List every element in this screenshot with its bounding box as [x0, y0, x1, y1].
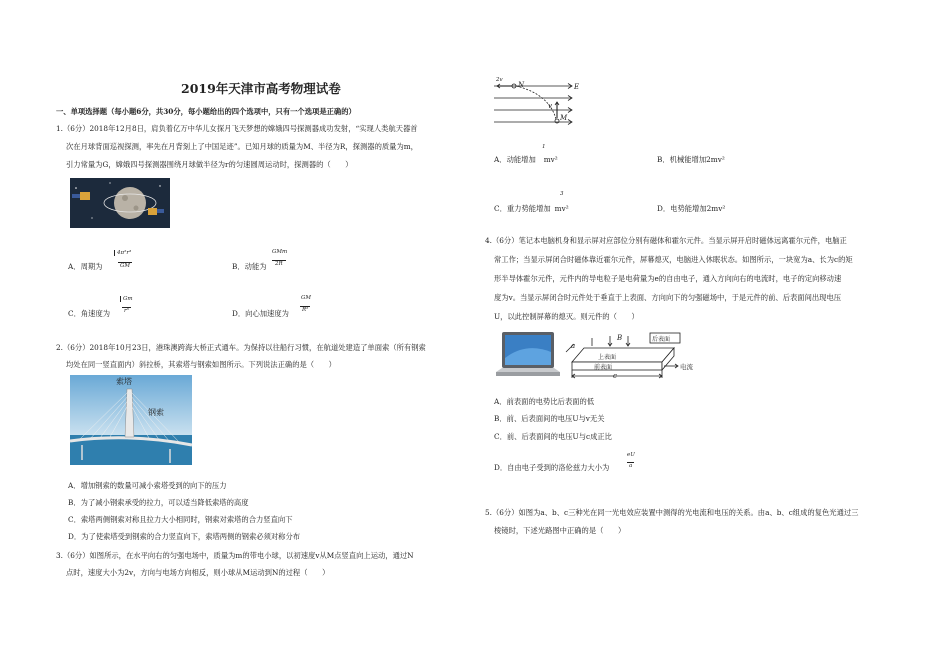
- q2-option-c[interactable]: C．索塔两侧钢索对称且拉力大小相同时，钢索对索塔的合力竖直向下: [68, 515, 293, 524]
- fig4-label-back: 后表面: [652, 336, 671, 343]
- q1-option-b-numerator: GMm: [272, 249, 288, 255]
- laptop-image: [496, 330, 566, 384]
- q1-option-c[interactable]: [68, 309, 110, 319]
- q3-option-a[interactable]: [494, 155, 558, 165]
- q4-option-d-numerator: eU: [627, 452, 635, 458]
- q4-text-line3: 形半导体霍尔元件，元件内的导电粒子是电荷量为e的自由电子，通入方向向右的电流时，电子的定向移动速: [494, 274, 842, 283]
- q1-option-d-label: D．向心加速度为: [232, 309, 289, 318]
- q3-text-line2: 点时，速度大小为2v，方向与电场方向相反，则小球从M运动到N的过程（ ）: [66, 568, 330, 577]
- q4-option-d-denominator: a: [629, 463, 633, 469]
- q4-option-d[interactable]: [494, 463, 609, 473]
- q1-option-a[interactable]: [68, 262, 102, 272]
- q3-option-c-fraction: 3: [560, 191, 564, 197]
- q3-option-c[interactable]: [494, 204, 569, 214]
- fig4-label-c: c: [613, 372, 617, 380]
- fig3-label-e: E: [574, 83, 580, 91]
- q3-option-a-label: A．动能增加: [494, 155, 536, 164]
- q1-option-b-label: B．动能为: [232, 262, 267, 271]
- bridge-photo: [70, 375, 192, 465]
- fig3-label-v: v: [548, 102, 552, 110]
- q1-option-d[interactable]: [232, 309, 289, 319]
- q1-option-a-label: A．周期为: [68, 262, 103, 271]
- q3-option-d[interactable]: D．电势能增加2mv²: [657, 204, 726, 213]
- q1-option-c-numerator: Gm: [120, 296, 133, 302]
- q1-text-line1: 1.（6分）2018年12月8日，肩负着亿万中华儿女探月飞天梦想的嫦娥四号探测器成功发射，“实现人类航天器首: [56, 124, 418, 133]
- q3-option-c-label: C．重力势能增加: [494, 204, 551, 213]
- q1-option-a-numerator: 4π²r³: [114, 250, 131, 256]
- q1-text-line2: 次在月球背面巡视探测，率先在月背刻上了中国足迹”。已知月球的质量为M、半径为R，探测器的质量为m，: [66, 142, 418, 151]
- hall-element-diagram: [566, 332, 696, 384]
- fig3-label-2v: 2v: [496, 77, 503, 83]
- q2-option-a[interactable]: A．增加钢索的数量可减小索塔受到的向下的压力: [68, 481, 227, 490]
- q1-option-a-denominator: GM: [120, 263, 131, 269]
- q1-option-c-label: C．角速度为: [68, 309, 111, 318]
- fig4-label-front: 前表面: [594, 364, 613, 371]
- q1-option-b-denominator: 2R: [272, 260, 286, 267]
- q1-option-b[interactable]: [232, 262, 267, 272]
- q4-option-d-label: D．自由电子受到的洛伦兹力大小为: [494, 463, 610, 472]
- q4-option-b[interactable]: B．前、后表面间的电压U与v无关: [494, 414, 605, 423]
- electric-field-diagram: [494, 74, 584, 134]
- q1-option-d-numerator: GM: [301, 295, 312, 301]
- q2-option-b[interactable]: B．为了减小钢索承受的拉力，可以适当降低索塔的高度: [68, 498, 249, 507]
- q4-text-line2: 常工作；当显示屏闭合时磁体靠近霍尔元件，屏幕熄灭，电脑进入休眠状态。如图所示，一块宽为a、长为c的矩: [494, 255, 853, 264]
- q4-text-line1: 4.（6分）笔记本电脑机身和显示屏对应部位分别有磁体和霍尔元件。当显示屏开启时磁体远离霍尔元件，电脑正: [485, 236, 847, 245]
- lunar-probe-image: [70, 178, 170, 228]
- page-title: 2019年天津市高考物理试卷: [181, 81, 341, 96]
- fig4-label-top: 上表面: [598, 354, 617, 361]
- q4-text-line4: 度为v。当显示屏闭合时元件处于垂直于上表面、方向向下的匀强磁场中，于是元件的前、后表面间出现电压: [494, 293, 842, 302]
- q4-option-c[interactable]: C．前、后表面间的电压U与c成正比: [494, 432, 612, 441]
- q4-option-a[interactable]: A．前表面的电势比后表面的低: [494, 397, 595, 406]
- q1-option-d-denominator: R²: [302, 307, 309, 313]
- q1-option-c-denominator: r³: [124, 308, 129, 314]
- fig4-label-a: a: [571, 342, 576, 350]
- q2-option-d[interactable]: D．为了使索塔受到钢索的合力竖直向下，索塔两侧的钢索必须对称分布: [68, 532, 301, 541]
- section-heading: 一、单项选择题（每小题6分，共30分，每小题给出的四个选项中，只有一个选项是正确的）: [56, 107, 356, 116]
- q5-text-line1: 5.（6分）如图为a、b、c三种光在同一光电效应装置中测得的光电流和电压的关系。由a、b、c组成的复色光通过三: [485, 508, 859, 517]
- q3-option-a-tail: mv²: [543, 155, 558, 164]
- q3-text-line1: 3.（6分）如图所示，在水平向右的匀强电场中，质量为m的带电小球，以初速度v从M点竖直向上运动，通过N: [56, 551, 414, 560]
- q2-text-line2: 均处在同一竖直面内）斜拉桥，其索塔与钢索如图所示。下列说法正确的是（ ）: [66, 360, 336, 369]
- bridge-label-tower: 索塔: [116, 377, 132, 386]
- q3-option-b[interactable]: B．机械能增加2mv²: [657, 155, 725, 164]
- bridge-label-cable: 钢索: [148, 408, 164, 417]
- fig3-label-m: M: [560, 114, 568, 122]
- fig3-label-n: N: [518, 81, 525, 89]
- q5-text-line2: 棱镜时，下述光路图中正确的是（ ）: [494, 526, 626, 535]
- q1-text-line3: 引力常量为G，嫦娥四号探测器围绕月球做半径为r的匀速圆周运动时，探测器的（ ）: [66, 160, 353, 169]
- q2-text-line1: 2.（6分）2018年10月23日，港珠澳跨海大桥正式通车。为保持以往船行习惯，在航道处建造了单面索（所有钢索: [56, 343, 426, 352]
- fig4-label-b: B: [617, 334, 623, 342]
- q3-option-a-fraction: 1: [542, 144, 546, 150]
- q4-text-line5: U，以此控制屏幕的熄灭。则元件的（ ）: [494, 312, 639, 321]
- q3-option-c-tail: mv²: [554, 204, 569, 213]
- fig4-label-current: 电流: [680, 363, 693, 371]
